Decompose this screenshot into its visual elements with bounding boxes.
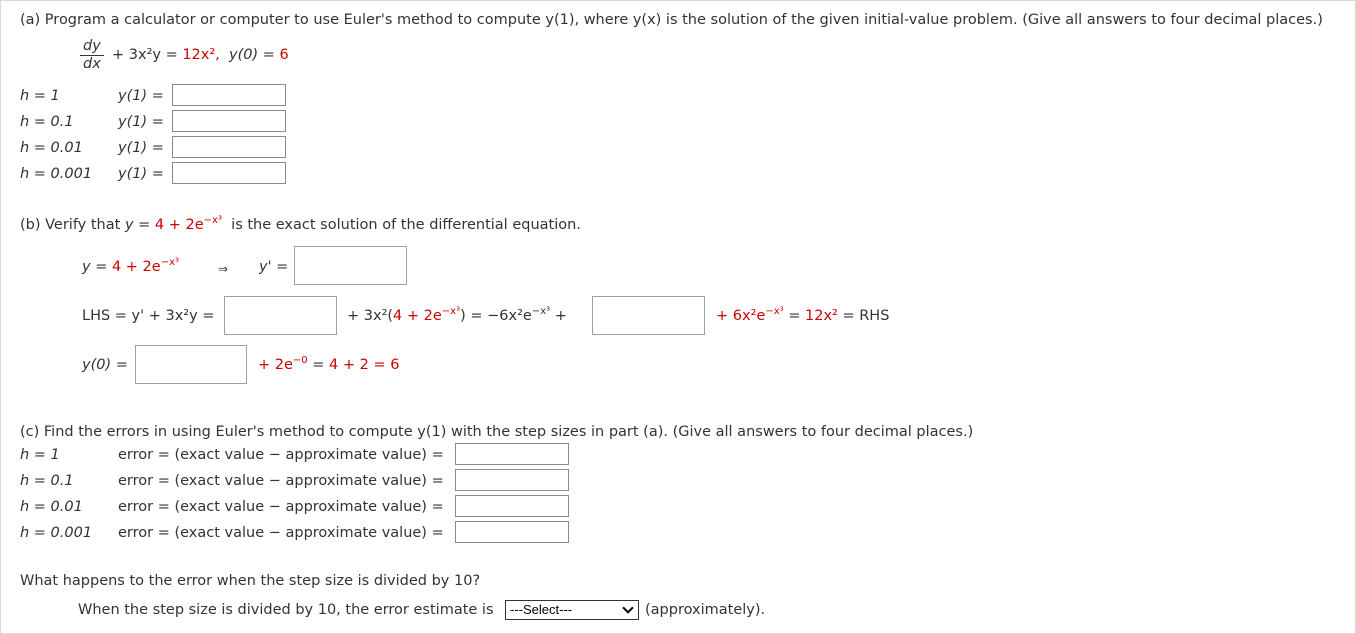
- dx-denominator: dx: [83, 56, 101, 72]
- lhs-tail-red: [716, 308, 784, 324]
- error-h0001-input[interactable]: [455, 521, 569, 543]
- answer-prefix: When the step size is divided by 10, the error estimate is: [78, 602, 494, 618]
- select-value: ---Select---: [510, 602, 573, 617]
- y0-label: y(0) =: [82, 357, 128, 373]
- lhs-mid-plus: +: [554, 308, 567, 324]
- dy-dx-fraction: [80, 38, 104, 73]
- c-row-label: error = (exact value − approximate value) =: [118, 525, 444, 541]
- ode-equation: [112, 45, 289, 65]
- lhs-tail-red-exp: −x³: [765, 306, 784, 317]
- lhs-tail-rhs-label: = RHS: [842, 308, 890, 324]
- exact-expr: 4 + 2e: [154, 217, 204, 233]
- b-y-exp: −x³: [160, 257, 180, 268]
- b-line1-left: [82, 257, 179, 279]
- yprime-input[interactable]: [294, 246, 407, 285]
- ode-plus-term: + 3x²y =: [112, 47, 178, 63]
- part-b-prompt-pre: (b) Verify that: [20, 217, 121, 233]
- lhs-mid-red-exp: −x³: [441, 306, 461, 317]
- part-b-exact-solution: [155, 217, 222, 233]
- y0-eq: =: [312, 357, 325, 373]
- lhs-mid-red-base: 4 + 2e: [393, 308, 442, 324]
- y0-exp: −0: [292, 355, 308, 366]
- y1-h001-input[interactable]: [172, 136, 286, 158]
- a-row-h: h = 0.001: [20, 166, 93, 182]
- lhs-tail-rhs: 12x²: [805, 308, 838, 324]
- lhs-label: LHS = y' + 3x²y =: [82, 308, 215, 324]
- ode-rhs: 12x²,: [182, 47, 220, 63]
- part-c-prompt: (c) Find the errors in using Euler's method to compute y(1) with the step sizes in part (a). (Give all answers to four decimal places.): [20, 424, 974, 440]
- y1-h1-input[interactable]: [172, 84, 286, 106]
- b-y-expr: [112, 259, 179, 275]
- error-h001-input[interactable]: [455, 495, 569, 517]
- c-row-label: error = (exact value − approximate value) =: [118, 473, 444, 489]
- error-question: What happens to the error when the step size is divided by 10?: [20, 573, 481, 589]
- lhs-tail-eq: =: [788, 308, 801, 324]
- lhs-second-input[interactable]: [592, 296, 705, 335]
- part-b-prompt-y: y =: [124, 217, 151, 233]
- error-h01-input[interactable]: [455, 469, 569, 491]
- answer-suffix: (approximately).: [645, 602, 766, 618]
- error-trend-select[interactable]: [505, 600, 639, 620]
- c-row-label: error = (exact value − approximate value) =: [118, 447, 444, 463]
- y0-input[interactable]: [135, 345, 247, 384]
- a-row-label: y(1) =: [118, 88, 164, 104]
- a-row-h: h = 1: [20, 88, 60, 104]
- part-b-prompt: [20, 215, 581, 237]
- y1-h01-input[interactable]: [172, 110, 286, 132]
- dy-numerator: dy: [80, 38, 104, 56]
- c-row-h: h = 0.01: [20, 499, 83, 515]
- lhs-tail-red-base: + 6x²e: [716, 308, 766, 324]
- a-row-label: y(1) =: [118, 140, 164, 156]
- b-y-eq: y =: [82, 259, 108, 275]
- y0-tail-red: [258, 357, 308, 373]
- ode-ic-label: y(0) =: [229, 47, 275, 63]
- y0-plus: + 2e: [258, 357, 293, 373]
- part-a-prompt: (a) Program a calculator or computer to use Euler's method to compute y(1), where y(x) is the solution of the given initial-value problem. (Give all answers to four decimal places.): [20, 12, 1323, 28]
- a-row-h: h = 0.01: [20, 140, 83, 156]
- y0-result: 4 + 2 = 6: [329, 357, 400, 373]
- a-row-h: h = 0.1: [20, 114, 74, 130]
- lhs-mid-b-exp: −x³: [531, 306, 551, 317]
- c-row-h: h = 0.1: [20, 473, 74, 489]
- lhs-mid-b: ) = −6x²e: [460, 308, 532, 324]
- y1-h0001-input[interactable]: [172, 162, 286, 184]
- lhs-mid-red: [393, 308, 460, 324]
- error-h1-input[interactable]: [455, 443, 569, 465]
- b-y-base: 4 + 2e: [111, 259, 161, 275]
- y0-tail: [258, 355, 399, 377]
- ode-ic-value: 6: [279, 47, 289, 63]
- part-b-prompt-post: is the exact solution of the differential equation.: [231, 217, 581, 233]
- exact-exponent: −x³: [203, 215, 222, 226]
- c-row-label: error = (exact value − approximate value) =: [118, 499, 444, 515]
- c-row-h: h = 0.001: [20, 525, 93, 541]
- yprime-label: y' =: [259, 259, 289, 275]
- a-row-label: y(1) =: [118, 166, 164, 182]
- lhs-tail: [716, 306, 889, 328]
- a-row-label: y(1) =: [118, 114, 164, 130]
- implies-arrow-icon: ⇒: [218, 262, 229, 276]
- c-row-h: h = 1: [20, 447, 60, 463]
- chevron-down-icon: [622, 602, 633, 613]
- lhs-middle: [347, 306, 567, 328]
- lhs-yprime-input[interactable]: [224, 296, 337, 335]
- lhs-mid-a: + 3x²(: [347, 308, 394, 324]
